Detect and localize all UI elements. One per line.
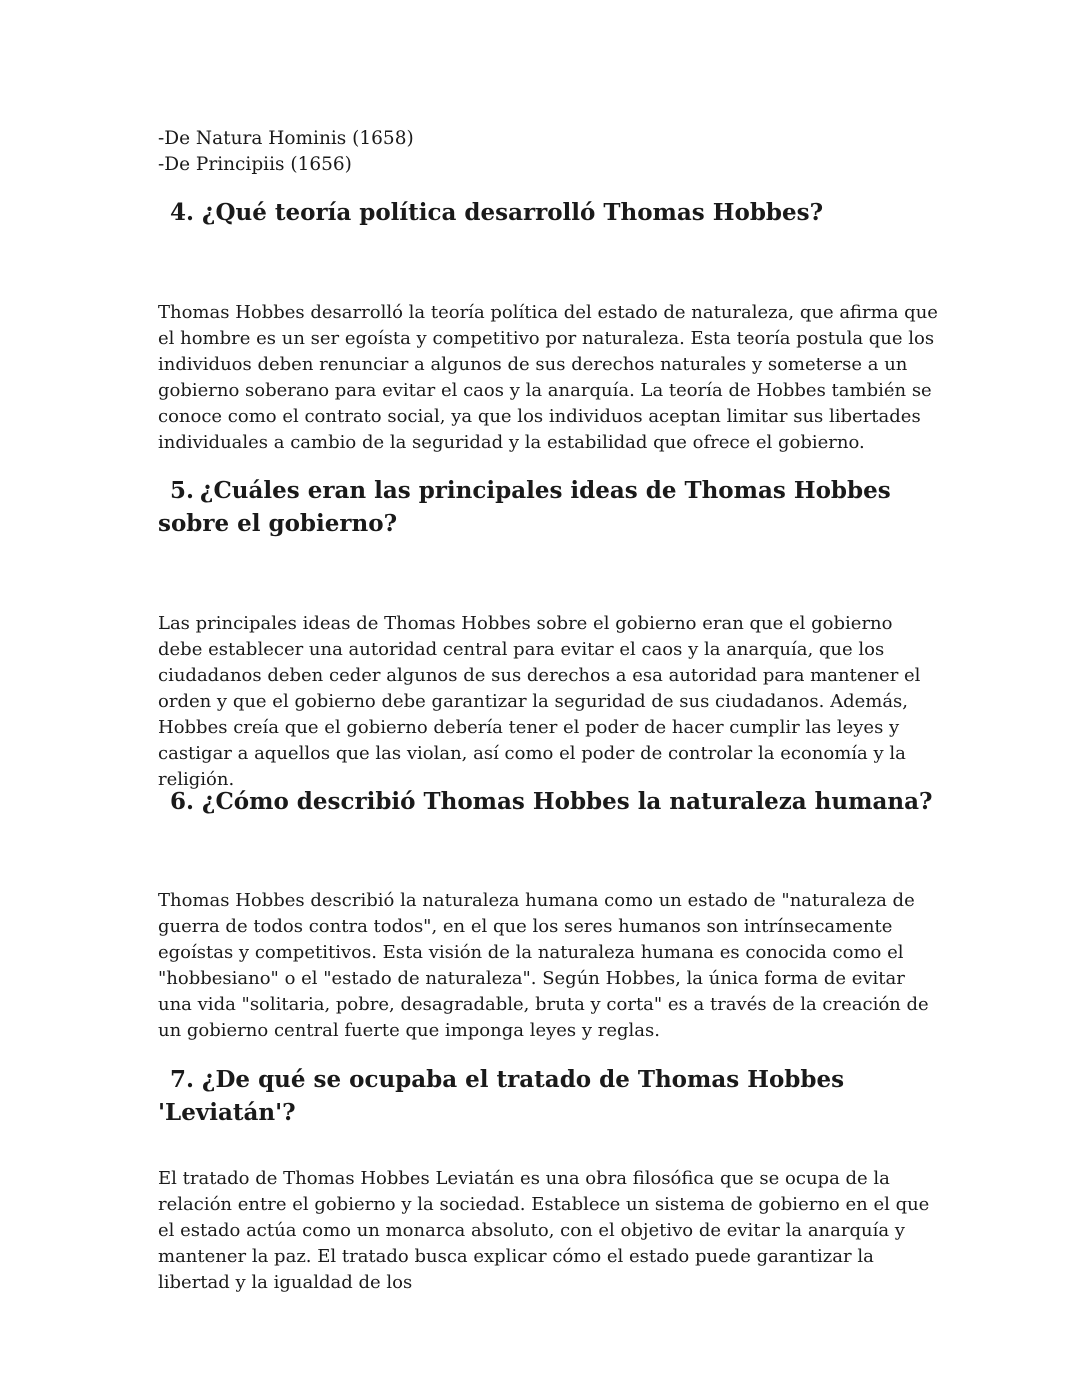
section-number: 6. (170, 788, 195, 815)
section-number: 4. (170, 199, 195, 226)
section-body-5: Las principales ideas de Thomas Hobbes sobre el gobierno eran que el gobierno debe establecer una autoridad central para evitar el caos y la anarquía, que los ciudadanos deben ceder algunos de sus derechos a esa autoridad para mantener el orden y que el gobierno debe garantizar la seguridad de sus ciudadanos. Además, Hobbes creía que el gobierno debería tener el poder de hacer cumplir las leyes y castigar a aquellos que las violan, así como el poder de controlar la economía y la religión. (158, 613, 921, 790)
section-heading-7 (158, 1063, 938, 1129)
section-number: 7. (170, 1066, 195, 1093)
list-item: -De Natura Hominis (1658) (158, 128, 414, 149)
list-item: -De Principiis (1656) (158, 154, 352, 175)
section-heading-text: ¿Cómo describió Thomas Hobbes la naturaleza humana? (202, 788, 933, 815)
section-heading-text: ¿De qué se ocupaba el tratado de Thomas Hobbes 'Leviatán'? (158, 1066, 845, 1126)
section-body-6: Thomas Hobbes describió la naturaleza humana como un estado de "naturaleza de guerra de todos contra todos", en el que los seres humanos son intrínsecamente egoístas y competitivos. Esta visión de la naturaleza humana es conocida como el "hobbesiano" o el "estado de naturaleza". Según Hobbes, la única forma de evitar una vida "solitaria, pobre, desagradable, bruta y corta" es a través de la creación de un gobierno central fuerte que imponga leyes y reglas. (158, 890, 929, 1041)
section-heading-4 (158, 196, 938, 229)
section-heading-text: ¿Cuáles eran las principales ideas de Thomas Hobbes sobre el gobierno? (158, 477, 891, 537)
works-list (158, 126, 938, 178)
section-heading-5 (158, 474, 918, 540)
section-number: 5. (170, 477, 195, 504)
section-body-4: Thomas Hobbes desarrolló la teoría política del estado de naturaleza, que afirma que el hombre es un ser egoísta y competitivo por naturaleza. Esta teoría postula que los individuos deben renunciar a algunos de sus derechos naturales y someterse a un gobierno soberano para evitar el caos y la anarquía. La teoría de Hobbes también se conoce como el contrato social, ya que los individuos aceptan limitar sus libertades individuales a cambio de la seguridad y la estabilidad que ofrece el gobierno. (158, 302, 938, 453)
section-body-7: El tratado de Thomas Hobbes Leviatán es una obra filosófica que se ocupa de la relación entre el gobierno y la sociedad. Establece un sistema de gobierno en el que el estado actúa como un monarca absoluto, con el objetivo de evitar la anarquía y mantener la paz. El tratado busca explicar cómo el estado puede garantizar la libertad y la igualdad de los (158, 1168, 930, 1293)
section-heading-text: ¿Qué teoría política desarrolló Thomas Hobbes? (202, 199, 824, 226)
section-heading-6 (158, 785, 938, 818)
